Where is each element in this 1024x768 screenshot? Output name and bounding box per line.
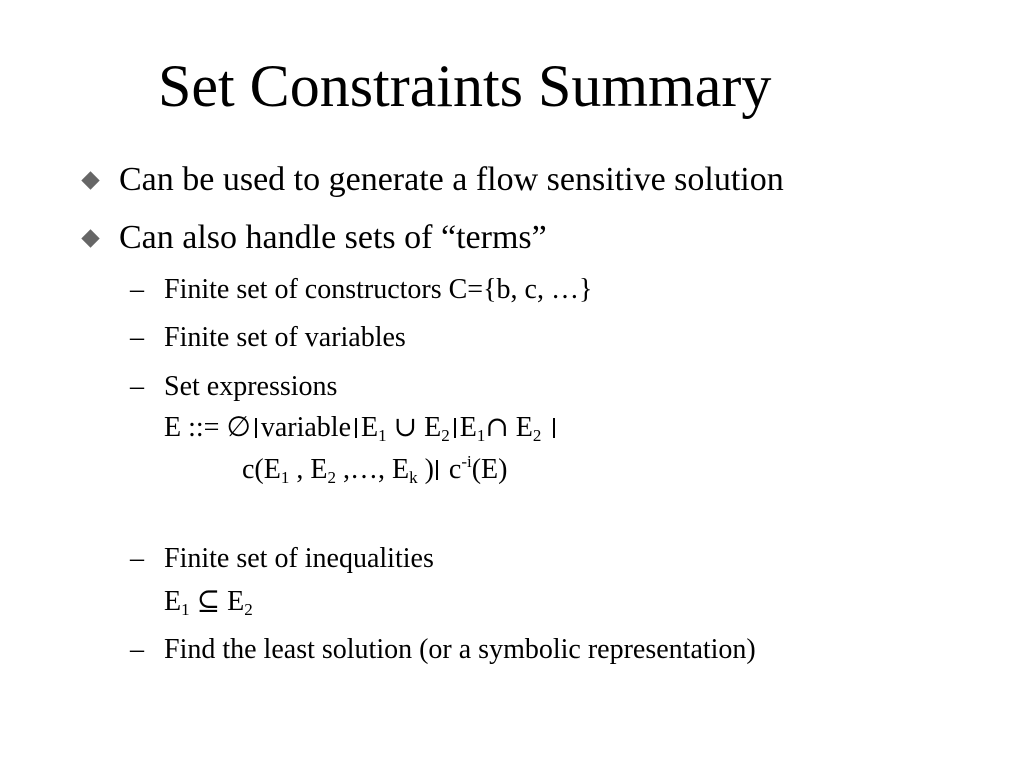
expr-e: E — [310, 454, 328, 485]
expr-e: E — [515, 412, 533, 443]
dash-marker: – — [130, 322, 144, 353]
bullet-text: Can be used to generate a flow sensitive solution — [119, 161, 784, 198]
slide-title: Set Constraints Summary — [158, 53, 772, 119]
comma: , — [289, 454, 304, 485]
subscript: 2 — [532, 426, 542, 445]
alternative-bar — [553, 418, 555, 438]
empty-set-symbol: ∅ — [226, 410, 251, 443]
sub-text: Finite set of constructors C={b, c, …} — [164, 274, 593, 305]
expr-e: E — [361, 412, 379, 443]
alternative-bar — [355, 418, 357, 438]
subseteq-symbol: ⊆ — [196, 584, 221, 617]
inequality-line — [164, 584, 253, 618]
diamond-bullet-icon — [81, 229, 99, 247]
sub-text: Finite set of inequalities — [164, 543, 434, 574]
dash-marker: – — [130, 543, 144, 574]
subscript: 1 — [476, 426, 486, 445]
subscript: 2 — [244, 600, 253, 619]
union-symbol: ∪ — [393, 410, 418, 443]
subscript: 2 — [441, 426, 450, 445]
subscript: 1 — [280, 468, 290, 487]
diamond-bullet-icon — [81, 171, 99, 189]
alternative-bar — [255, 418, 257, 438]
expr-e: E — [424, 412, 442, 443]
intersect-symbol: ∩ — [485, 410, 509, 443]
subscript: 1 — [378, 426, 387, 445]
grammar-line-1 — [164, 410, 559, 444]
dash-marker: – — [130, 274, 144, 305]
expr-e: E — [164, 586, 182, 617]
inverse-constructor: c — [441, 454, 462, 485]
inverse-arg: (E) — [471, 454, 508, 485]
bullet-text: Can also handle sets of “terms” — [119, 219, 547, 256]
sub-text: Finite set of variables — [164, 322, 406, 353]
dash-marker: – — [130, 371, 144, 402]
constructor-open: c(E — [242, 454, 281, 485]
constructor-close: ) — [417, 454, 434, 485]
dots: ,…, E — [335, 454, 410, 485]
grammar-lhs: E ::= — [164, 412, 220, 443]
alternative-bar — [454, 418, 456, 438]
grammar-line-2 — [242, 453, 508, 486]
variable-word: variable — [260, 412, 352, 443]
superscript: -i — [461, 452, 472, 471]
dash-marker: – — [130, 634, 144, 665]
alternative-bar — [436, 460, 438, 480]
subscript: 2 — [327, 468, 336, 487]
sub-text: Set expressions — [164, 371, 338, 402]
subscript: 1 — [181, 600, 190, 619]
subscript: k — [409, 468, 418, 487]
expr-e: E — [459, 412, 477, 443]
sub-text: Find the least solution (or a symbolic representation) — [164, 634, 756, 665]
expr-e: E — [227, 586, 245, 617]
